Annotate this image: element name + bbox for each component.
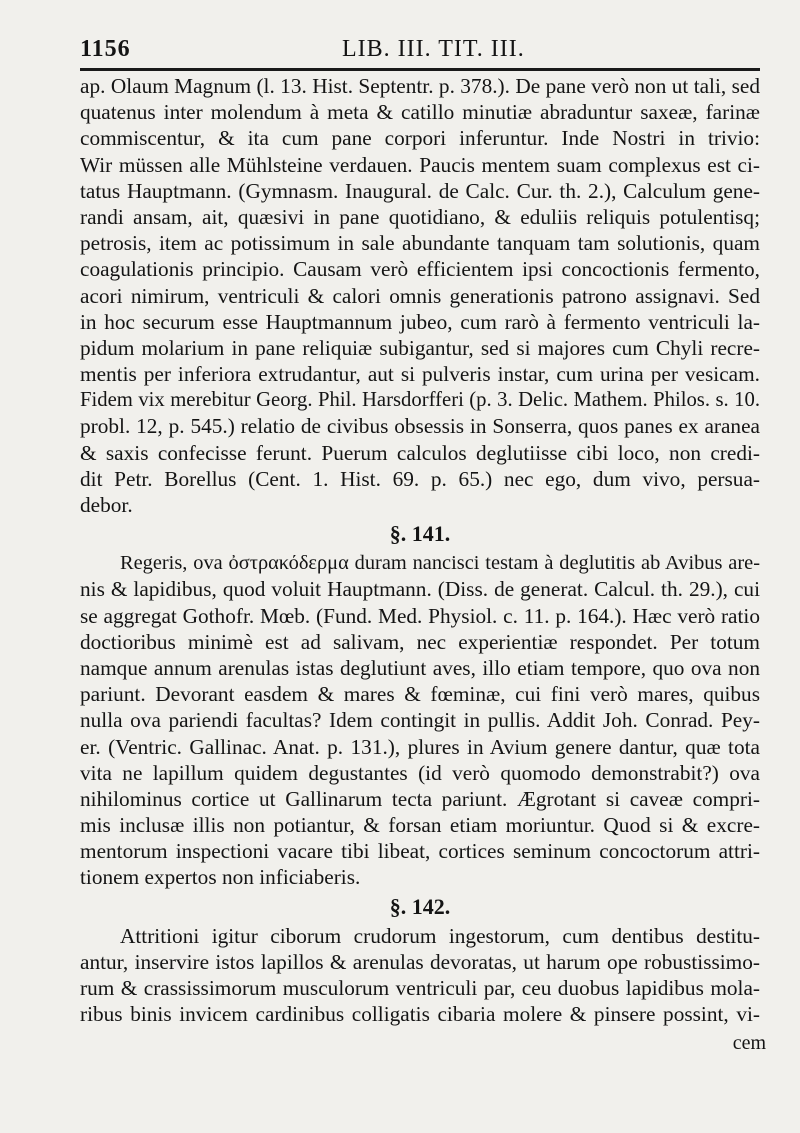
text-line: se aggregat Gothofr. Mœb. (Fund. Med. Physiol. c. 11. p. 164.). Hæc verò ratio xyxy=(80,603,760,628)
paragraph-140-continuation xyxy=(80,73,760,518)
paragraph-141 xyxy=(80,550,760,890)
text-line: commiscentur, & ita cum pane corpori inferuntur. Inde Nostri in trivio: xyxy=(80,126,760,151)
text-line: acori nimirum, ventriculi & calori omnis generationis patrono assignavi. Sed xyxy=(80,283,760,308)
text-line: pidum molarium in pane reliquiæ subigantur, sed si majores cum Chyli recre- xyxy=(80,335,760,360)
text-line: Attritioni igitur ciborum crudorum ingestorum, cum dentibus destitu- xyxy=(120,923,760,948)
text-line: mentis per inferiora extrudantur, aut si pulveris instar, cum urina per vesicam. xyxy=(80,362,760,387)
section-141-heading: §. 141. xyxy=(389,521,451,547)
header-rule xyxy=(80,68,760,71)
text-line: Regeris, ova ὀστρακόδερμα duram nancisci testam à deglutitis ab Avibus are- xyxy=(120,552,760,575)
text-line: vita ne lapillum quidem degustantes (id verò quomodo demonstrabit?) ova xyxy=(80,760,760,785)
text-line: Wir müssen alle Mühlsteine verdauen. Paucis mentem suam complexus est ci- xyxy=(80,152,760,177)
text-line: antur, inservire istos lapillos & arenulas devoratas, ut harum ope robustissimo- xyxy=(80,949,760,974)
running-title: LIB. III. TIT. III. xyxy=(342,36,525,62)
paragraph-142 xyxy=(80,923,760,1028)
text-line: debor. xyxy=(80,493,133,517)
text-line: nis & lapidibus, quod voluit Hauptmann. (Diss. de generat. Calcul. th. 29.), cui xyxy=(80,577,760,602)
text-line: dit Petr. Borellus (Cent. 1. Hist. 69. p. 65.) nec ego, dum vivo, persua- xyxy=(80,466,760,491)
text-line: nihilominus cortice ut Gallinarum tecta pariunt. Ægrotant si caveæ compri- xyxy=(80,786,760,811)
text-line: doctioribus minimè est ad salivam, nec experientiæ respondet. Per totum xyxy=(80,629,760,654)
text-line: quatenus inter molendum à meta & catillo minutiæ abraduntur saxeæ, farinæ xyxy=(80,100,760,125)
text-line: in hoc securum esse Hauptmannum jubeo, cum rarò à fermento ventriculi la- xyxy=(80,309,760,334)
text-line: probl. 12, p. 545.) relatio de civibus obsessis in Sonserra, quos panes ex aranea xyxy=(80,414,760,439)
text-line: tatus Hauptmann. (Gymnasm. Inaugural. de Calc. Cur. th. 2.), Calculum gene- xyxy=(80,178,760,203)
page-header xyxy=(80,34,766,66)
catchword: cem xyxy=(732,1032,766,1054)
text-line: mentorum inspectioni vacare tibi libeat, cortices seminum concoctorum attri- xyxy=(80,839,760,864)
page-number: 1156 xyxy=(80,36,131,62)
text-line: petrosis, item ac potissimum in sale abundante tanquam tam solutionis, quam xyxy=(80,231,760,256)
text-line: & saxis confecisse ferunt. Puerum calculos deglutiisse cibi loco, non credi- xyxy=(80,440,760,465)
text-line: ribus binis invicem cardinibus colligatis cibaria molere & pinsere possint, vi- xyxy=(80,1002,760,1027)
text-line: Fidem vix merebitur Georg. Phil. Harsdorfferi (p. 3. Delic. Mathem. Philos. s. 10. xyxy=(80,389,760,412)
text-line: pariunt. Devorant easdem & mares & fœminæ, cui fini verò mares, quibus xyxy=(80,682,760,707)
text-line: randi ansam, ait, quæsivi in pane quotidiano, & eduliis reliquis potulentisq; xyxy=(80,204,760,229)
text-line: ap. Olaum Magnum (l. 13. Hist. Septentr. p. 378.). De pane verò non ut tali, sed xyxy=(80,74,760,98)
section-142-heading: §. 142. xyxy=(389,893,451,919)
text-line: coagulationis principio. Causam verò efficientem ipsi concoctionis fermento, xyxy=(80,257,760,282)
text-line: tionem expertos non inficiaberis. xyxy=(80,865,361,890)
text-line: nulla ova pariendi facultas? Idem contingit in pullis. Addit Joh. Conrad. Pey- xyxy=(80,708,760,733)
text-line: rum & crassissimorum musculorum ventriculi par, ceu duobus lapidibus mola- xyxy=(80,976,760,1000)
text-line: er. (Ventric. Gallinac. Anat. p. 131.), plures in Avium genere dantur, quæ tota xyxy=(80,734,760,759)
text-line: mis inclusæ illis non potiantur, & forsan etiam moriuntur. Quod si & excre- xyxy=(80,813,760,838)
text-line: namque annum arenulas istas deglutiunt aves, illo etiam tempore, quo ova non xyxy=(80,655,760,680)
